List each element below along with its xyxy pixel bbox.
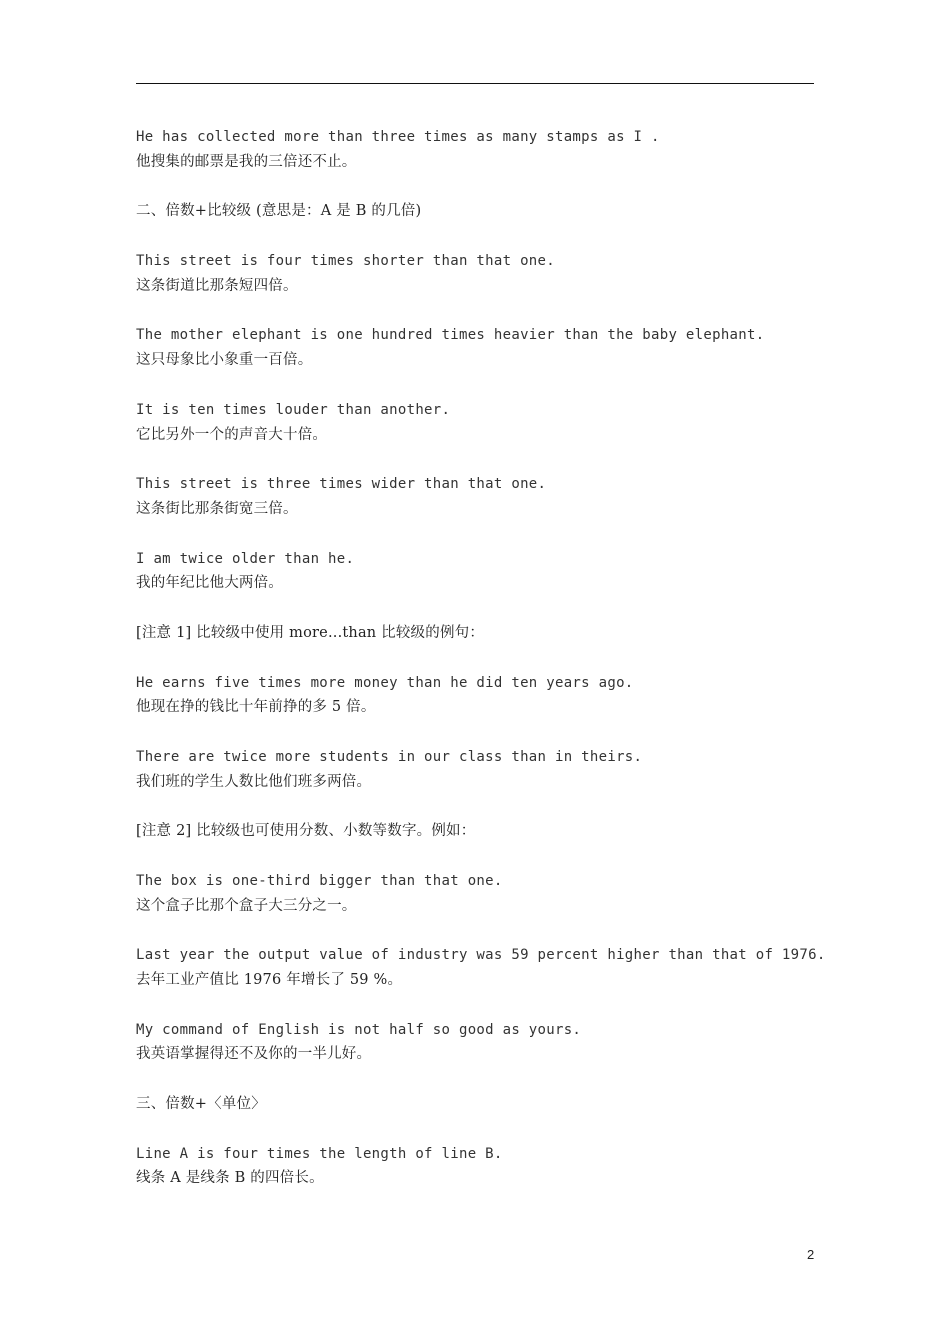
chinese-translation: 我的年纪比他大两倍。 [136, 575, 283, 592]
chinese-translation: 线条 A 是线条 B 的四倍长。 [136, 1170, 324, 1187]
english-sentence: I am twice older than he. [136, 550, 355, 567]
chinese-translation: 这只母象比小象重一百倍。 [136, 352, 313, 369]
note-heading: [注意 2] 比较级也可使用分数、小数等数字。例如： [136, 823, 476, 840]
note-heading: [注意 1] 比较级中使用 more...than 比较级的例句： [136, 624, 485, 641]
chinese-translation: 我们班的学生人数比他们班多两倍。 [136, 773, 372, 790]
english-sentence: This street is three times wider than that one. [136, 476, 547, 493]
english-sentence: There are twice more students in our class than in theirs. [136, 748, 643, 765]
english-sentence: He has collected more than three times as many stamps as I . [136, 129, 660, 145]
english-sentence: The box is one-third bigger than that one. [136, 872, 503, 889]
page-number: 2 [807, 1247, 815, 1262]
chinese-translation: 它比另外一个的声音大十倍。 [136, 426, 328, 443]
section-heading: 二、倍数+比较级 (意思是：A 是 B 的几倍) [136, 203, 422, 220]
document-body [136, 125, 826, 1191]
chinese-translation: 我英语掌握得还不及你的一半儿好。 [136, 1046, 372, 1063]
english-sentence: It is ten times louder than another. [136, 401, 451, 418]
chinese-translation: 这个盒子比那个盒子大三分之一。 [136, 897, 357, 914]
english-sentence: Line A is four times the length of line B. [136, 1145, 503, 1162]
chinese-translation: 这条街比那条街宽三倍。 [136, 500, 298, 517]
english-sentence: He earns five times more money than he did ten years ago. [136, 674, 634, 691]
chinese-translation: 他现在挣的钱比十年前挣的多 5 倍。 [136, 699, 376, 716]
header-rule [136, 83, 814, 84]
chinese-translation: 去年工业产值比 1976 年增长了 59 %。 [136, 972, 403, 989]
section-heading: 三、倍数+〈单位〉 [136, 1096, 266, 1113]
chinese-translation: 他搜集的邮票是我的三倍还不止。 [136, 153, 357, 170]
english-sentence: The mother elephant is one hundred times heavier than the baby elephant. [136, 327, 765, 344]
english-sentence: My command of English is not half so good as yours. [136, 1021, 582, 1038]
english-sentence: This street is four times shorter than that one. [136, 252, 555, 269]
chinese-translation: 这条街道比那条短四倍。 [136, 277, 298, 294]
english-sentence: Last year the output value of industry was 59 percent higher than that of 1976. [136, 947, 826, 964]
